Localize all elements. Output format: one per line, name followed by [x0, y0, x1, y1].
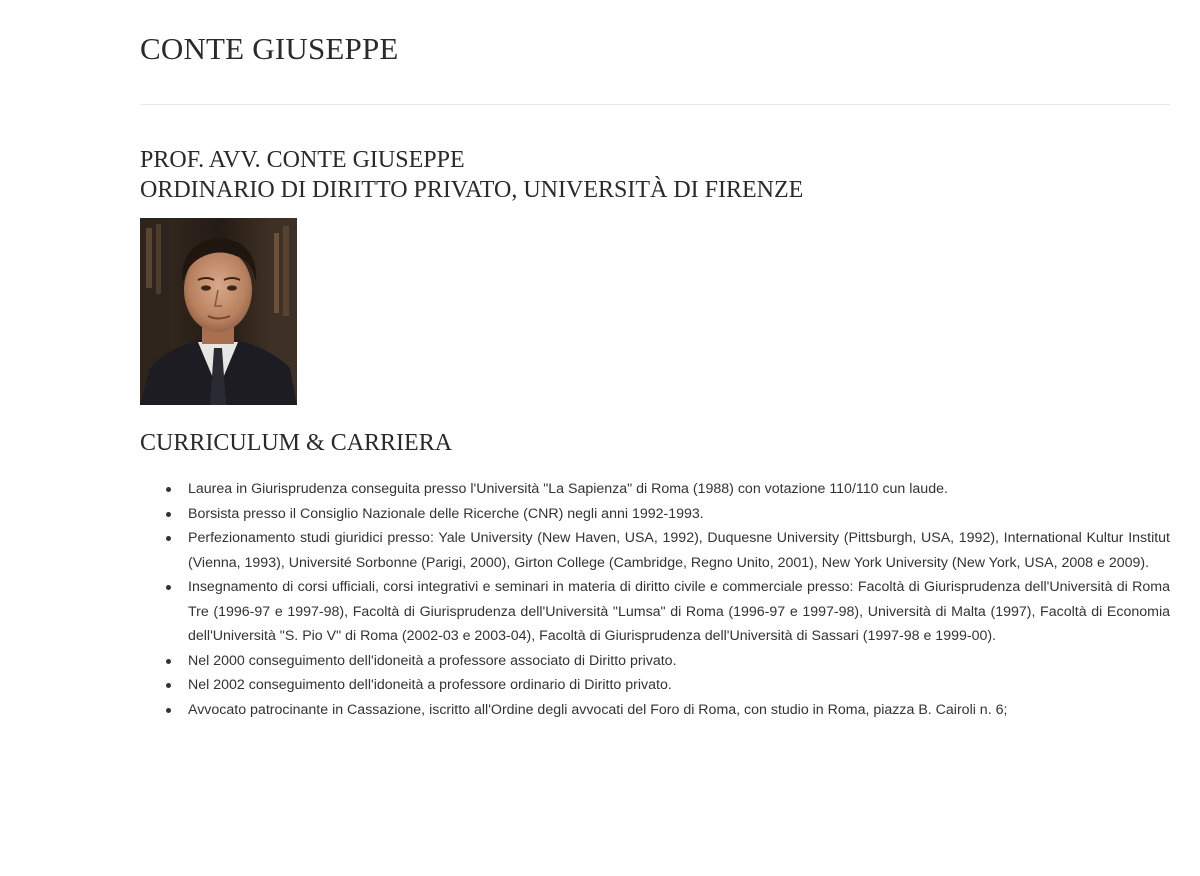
- title-divider: [140, 104, 1170, 105]
- list-item-text: Laurea in Giurisprudenza conseguita presso l'Università "La Sapienza" di Roma (1988) con votazione 110/110 cun laude.: [188, 481, 948, 497]
- bullet-icon: [166, 585, 171, 590]
- list-item: [188, 649, 1170, 674]
- bullet-icon: [166, 487, 171, 492]
- bullet-icon: [166, 683, 171, 688]
- bullet-icon: [166, 708, 171, 713]
- portrait-photo: [140, 218, 297, 405]
- list-item: [188, 673, 1170, 698]
- list-item: [188, 575, 1170, 649]
- list-item-text: Avvocato patrocinante in Cassazione, iscritto all'Ordine degli avvocati del Foro di Roma, con studio in Roma, piazza B. Cairoli n. 6;: [188, 701, 1008, 718]
- list-item-text: Borsista presso il Consiglio Nazionale delle Ricerche (CNR) negli anni 1992-1993.: [188, 505, 704, 522]
- page-title: CONTE GIUSEPPE: [140, 31, 399, 66]
- list-item: [188, 477, 1170, 502]
- profile-subtitle-name: PROF. AVV. CONTE GIUSEPPE: [140, 147, 465, 173]
- career-list: [188, 477, 1170, 722]
- bullet-icon: [166, 512, 171, 517]
- profile-subtitle-role: ORDINARIO DI DIRITTO PRIVATO, UNIVERSITÀ DI FIRENZE: [140, 177, 804, 203]
- bullet-icon: [166, 536, 171, 541]
- career-heading: CURRICULUM & CARRIERA: [140, 430, 453, 456]
- bullet-icon: [166, 659, 171, 664]
- list-item: [188, 698, 1170, 723]
- list-item-text: Nel 2002 conseguimento dell'idoneità a professore ordinario di Diritto privato.: [188, 677, 672, 693]
- list-item: [188, 526, 1170, 575]
- list-item: [188, 502, 1170, 527]
- list-item-text: Nel 2000 conseguimento dell'idoneità a professore associato di Diritto privato.: [188, 652, 677, 669]
- list-item-text: Perfezionamento studi giuridici presso: Yale University (New Haven, USA, 1992), Duquesne University (Pittsburgh, USA, 1992), International Kultur Institut (Vienna, 1993), Université Sorbonne (Parigi, 2000), Girton College (Cambridge, Regno Unito, 2001), New York University (New York, USA, 2008 e 2009).: [188, 530, 1170, 571]
- list-item-text: Insegnamento di corsi ufficiali, corsi integrativi e seminari in materia di diritto civile e commerciale presso: Facoltà di Giurisprudenza dell'Università di Roma Tre (1996-97 e 1997-98), Facoltà di Giurisprudenza dell'Università "Lumsa" di Roma (1996-97 e 1997-98), Università di Malta (1997), Facoltà di Economia dell'Università "S. Pio V" di Roma (2002-03 e 2003-04), Facoltà di Giurisprudenza dell'Università di Sassari (1997-98 e 1999-00).: [188, 579, 1170, 644]
- profile-subtitle: [140, 145, 803, 205]
